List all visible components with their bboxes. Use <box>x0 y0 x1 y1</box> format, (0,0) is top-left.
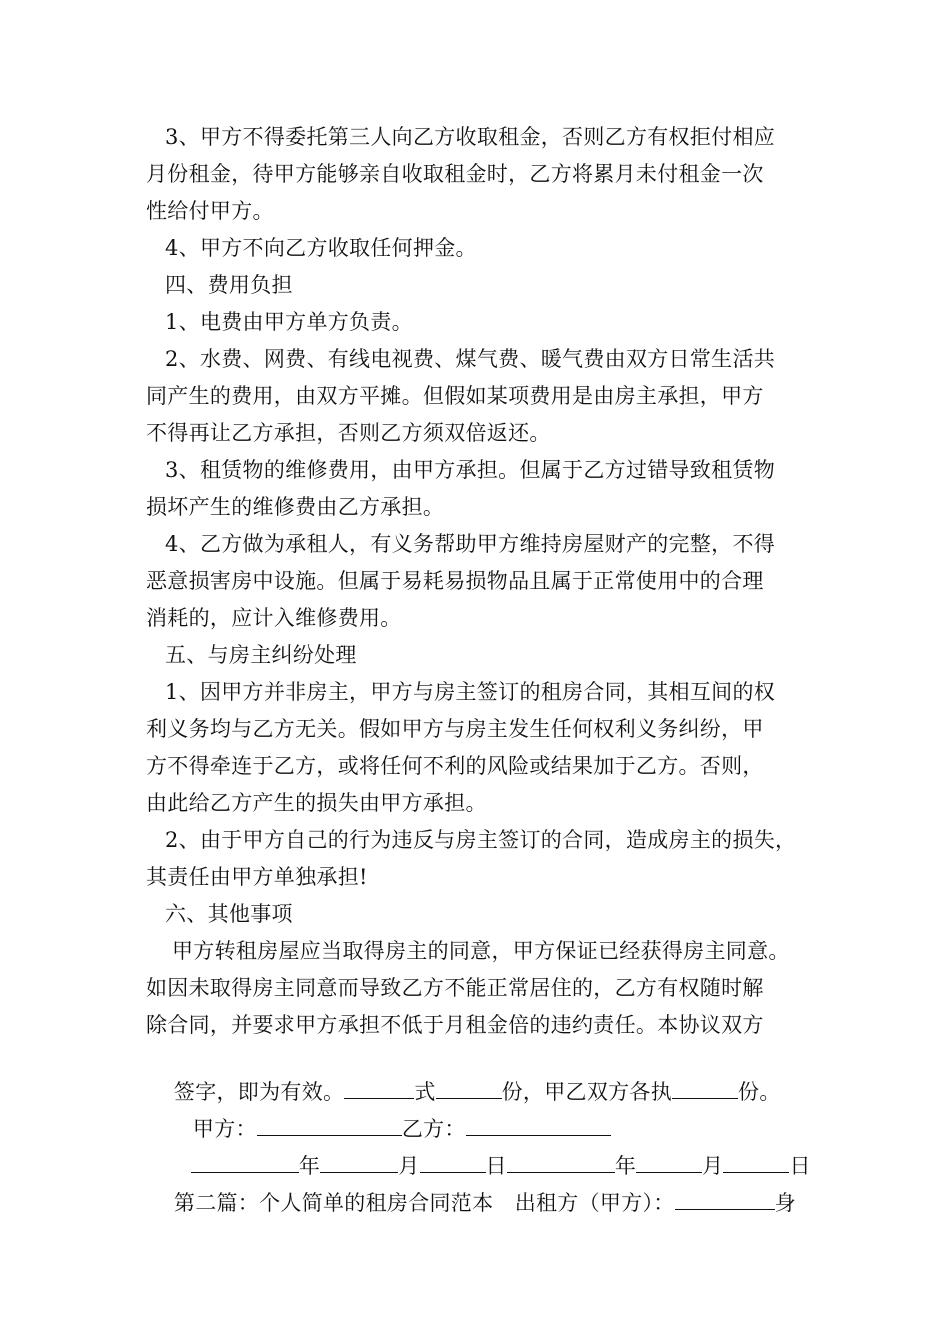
party-b-label: 乙方： <box>401 1117 466 1141</box>
text-line: 恶意损害房中设施。但属于易耗易损物品且属于正常使用中的合理 <box>146 569 764 593</box>
text-line: 甲方转租房屋应当取得房主的同意，甲方保证已经获得房主同意。 <box>165 939 790 963</box>
date-month-label: 月 <box>398 1154 420 1178</box>
text-line: 1、电费由甲方单方负责。 <box>165 310 413 334</box>
text-fragment: 份，甲乙双方各执 <box>501 1080 673 1104</box>
section-heading: 五、与房主纠纷处理 <box>165 643 357 667</box>
text-fragment: 第二篇：个人简单的租房合同范本 出租方（甲方）： <box>173 1191 675 1215</box>
blank-field <box>675 1189 775 1210</box>
text-line: 不得再让乙方承担，否则乙方须双倍返还。 <box>146 421 551 445</box>
text-line: 由此给乙方产生的损失由甲方承担。 <box>146 791 487 815</box>
second-article-heading-line <box>146 1158 796 1215</box>
text-line: 2、水费、网费、有线电视费、煤气费、暖气费由双方日常生活共 <box>165 347 776 371</box>
party-a-label: 甲方： <box>192 1117 257 1141</box>
text-line: 性给付甲方。 <box>146 199 274 223</box>
section-heading: 六、其他事项 <box>165 902 293 926</box>
date-day-label: 日 <box>789 1154 811 1178</box>
text-line: 4、乙方做为承租人，有义务帮助甲方维持房屋财产的完整，不得 <box>165 532 776 556</box>
text-line: 2、由于甲方自己的行为违反与房主签订的合同，造成房主的损失， <box>165 828 797 852</box>
section-heading: 四、费用负担 <box>165 273 293 297</box>
signature-copies-line <box>146 1047 781 1104</box>
blank-field <box>672 1078 738 1099</box>
text-line: 如因未取得房主同意而导致乙方不能正常居住的，乙方有权随时解 <box>146 976 764 1000</box>
text-line: 3、租赁物的维修费用，由甲方承担。但属于乙方过错导致租赁物 <box>165 458 776 482</box>
date-line <box>163 1121 811 1178</box>
text-line: 3、甲方不得委托第三人向乙方收取租金，否则乙方有权拒付相应 <box>165 125 776 149</box>
text-fragment: 份。 <box>738 1080 781 1104</box>
text-fragment: 身 <box>774 1191 796 1215</box>
text-fragment: 式 <box>414 1080 436 1104</box>
text-line: 4、甲方不向乙方收取任何押金。 <box>165 236 477 260</box>
text-fragment: 签字，即为有效。 <box>173 1080 345 1104</box>
date-year-label: 年 <box>298 1154 321 1178</box>
text-line: 消耗的，应计入维修费用。 <box>146 606 402 630</box>
text-line: 利义务均与乙方无关。假如甲方与房主发生任何权利义务纠纷，甲 <box>146 717 764 741</box>
date-month-label: 月 <box>702 1154 724 1178</box>
text-line: 除合同，并要求甲方承担不低于月租金倍的违约责任。本协议双方 <box>146 1013 764 1037</box>
text-line: 1、因甲方并非房主，甲方与房主签订的租房合同，其相互间的权 <box>165 680 776 704</box>
text-line: 月份租金，待甲方能够亲自收取租金时，乙方将累月未付租金一次 <box>146 162 764 186</box>
text-line: 损坏产生的维修费由乙方承担。 <box>146 495 445 519</box>
text-line: 其责任由甲方单独承担! <box>146 865 368 889</box>
date-day-label: 日 <box>485 1154 507 1178</box>
date-year-label: 年 <box>614 1154 637 1178</box>
party-signature-line <box>165 1084 611 1141</box>
text-line: 同产生的费用，由双方平摊。但假如某项费用是由房主承担，甲方 <box>146 384 764 408</box>
text-line: 方不得牵连于乙方，或将任何不利的风险或结果加于乙方。否则， <box>146 754 764 778</box>
